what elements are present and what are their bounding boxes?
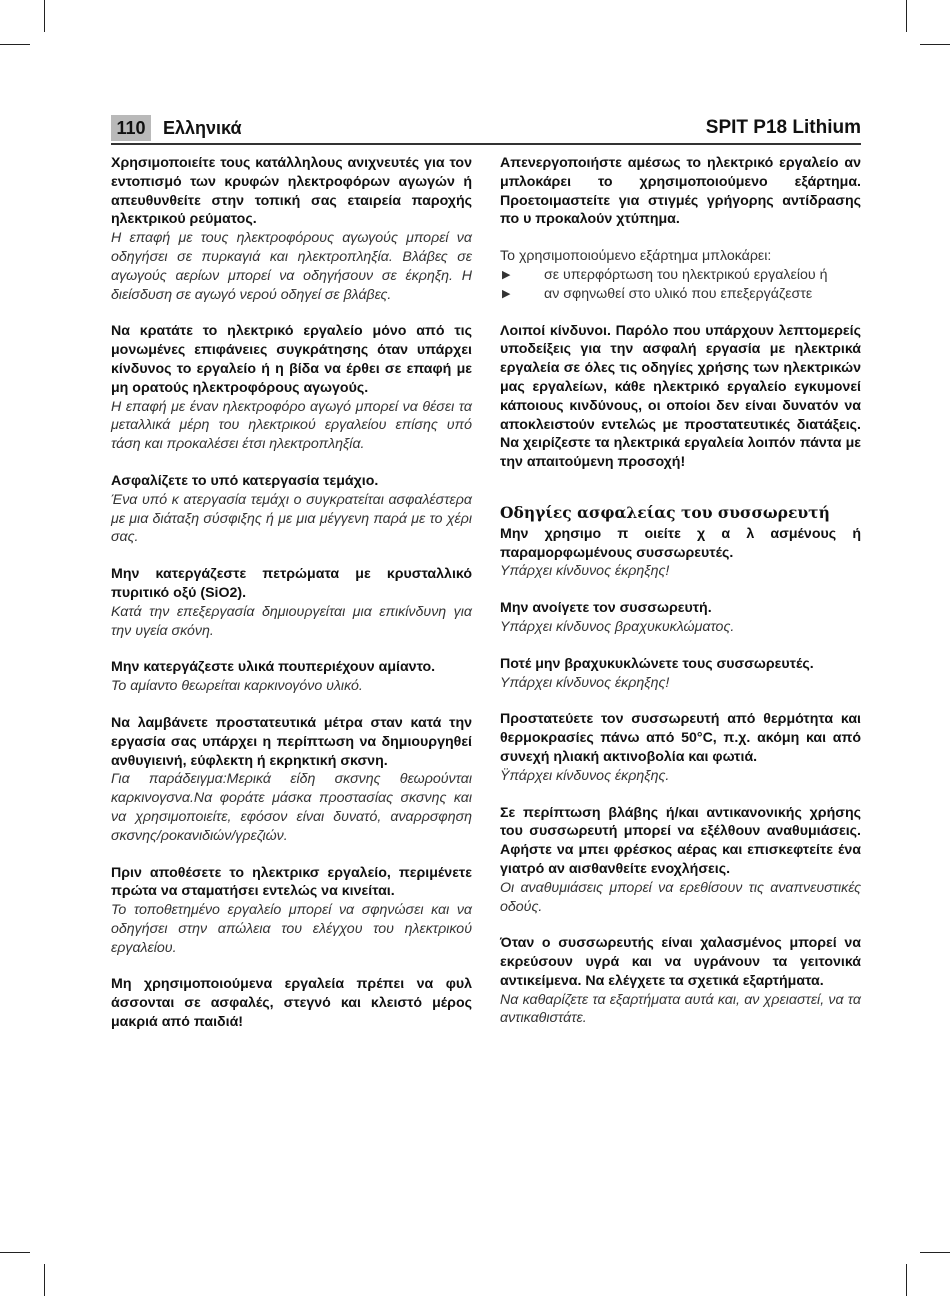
crop-mark <box>0 1252 30 1253</box>
kickback-warning-text: Απενεργοποιήστε αμέσως το ηλεκτρικό εργαλείο αν μπλοκάρει το χρησιμοποιούμενο εξάρτημα. Προετοιμαστείτε για στιγμές γρήγορης αντίδρασης πο υ προκαλούν χτύπημα. <box>500 155 861 228</box>
safety-item-text: Οι αναθυμιάσεις μπορεί να ερεθίσουν τις αναπνευστικές οδούς. <box>500 879 861 915</box>
left-column <box>111 154 472 1050</box>
list-item-text: αν σφηνωθεί στο υλικό που επεξεργάζεστε <box>544 285 813 302</box>
safety-item-text: Να καθαρίζετε τα εξαρτήματα αυτά και, αν χρειαστεί, να τα αντικαθιστάτε. <box>500 991 861 1027</box>
safety-item-text: Για παράδειγμα:Μερικά είδη σκσνης θεωρούνται καρκινογσνα.Να φοράτε μάσκα προστασίας σκσνης και να χρησιμοποιείτε, εφόσον είναι δυνατό, αναρρσφηση σκσνης/ροκανιδιών/γρεζιών. <box>111 771 472 844</box>
safety-item <box>111 975 472 1031</box>
safety-item-text: Κατά την επεξεργασία δημιουργείται μια επικίνδυνη για την υγεία σκόνη. <box>111 603 472 639</box>
kickback-warning <box>500 154 861 229</box>
safety-item-text: Το αμίαντο θεωρείται καρκινογόνο υλικό. <box>111 678 363 695</box>
blocking-causes <box>500 247 861 303</box>
crop-mark <box>906 0 907 32</box>
safety-item-title: Πριν αποθέσετε το ηλεκτρικσ εργαλείο, περιμένετε πρώτα να σταματήσει εντελώς να κινείται. <box>111 864 472 900</box>
safety-item-text: Υπάρχει κίνδυνος βραχυκυκλώματος. <box>500 618 735 635</box>
triangle-bullet-icon: ▶ <box>502 287 511 300</box>
safety-item <box>500 599 861 637</box>
safety-item-title: Να λαμβάνετε προστατευτικά μέτρα σταν κατά την εργασία σας υπάρχει η περίπτωση να δημιουργηθεί ανθυγιεινή, εύφλεκτη ή εκρηκτική σκσνη. <box>111 714 472 769</box>
safety-item <box>111 864 472 958</box>
right-column <box>500 154 861 1046</box>
safety-item <box>500 655 861 693</box>
residual-risks <box>500 322 861 472</box>
safety-item <box>111 714 472 846</box>
safety-item-title: Μην κατεργάζεστε υλικά πουπεριέχουν αμίαντο. <box>111 659 436 676</box>
page-header <box>111 114 861 142</box>
safety-item-title: Μην ανοίγετε τον συσσωρευτή. <box>500 600 712 617</box>
safety-item-text: Η επαφή με έναν ηλεκτροφόρο αγωγό μπορεί να θέσει τα μεταλλικά μέρη του ηλεκτρικού εργαλείου επίσης υπό τάση και προκαλέσει έτσι ηλεκτροπληξία. <box>111 398 472 453</box>
safety-item-title: Μην κατεργάζεστε πετρώματα με κρυσταλλικό πυριτικό οξύ (SiO2). <box>111 566 472 601</box>
safety-item <box>500 525 861 581</box>
safety-item <box>111 154 472 304</box>
blocking-causes-list <box>500 266 861 304</box>
safety-item <box>111 322 472 454</box>
header-rule <box>111 143 861 145</box>
safety-item-text: Ϋπάρχει κίνδυνος έκρηξης. <box>500 767 670 784</box>
safety-item-title: Να κρατάτε το ηλεκτρικό εργαλείο μόνο από τις μονωμένες επιφάνειες συγκράτησης όταν υπάρχει κίνδυνος το εργαλείο ή η βίδα να έρθει σε επαφή με μη ορατούς ηλεκτροφόρους αγωγούς. <box>111 323 472 396</box>
safety-item <box>111 565 472 640</box>
safety-item <box>111 658 472 696</box>
safety-item-title: Όταν ο συσσωρευτής είναι χαλασμένος μπορεί να εκρεύσουν υγρά και να υγράνουν τα γειτονικά αντικείμενα. Να ελέγχετε τα σχετικά εξαρτήματα. <box>500 935 861 989</box>
safety-item <box>500 804 861 917</box>
triangle-bullet-icon: ▶ <box>502 268 511 281</box>
safety-item-text: Η επαφή με τους ηλεκτροφόρους αγωγούς μπορεί να οδηγήσει σε πυρκαγιά και ηλεκτροπληξία. Βλάβες σε αγωγούς αερίων μπορεί να οδηγήσουν σε έκρηξη. Η διείσδυση σε αγωγό νερού οδηγεί σε βλάβες. <box>111 230 472 303</box>
language-label: Ελληνικά <box>163 118 242 138</box>
crop-mark <box>920 1252 950 1253</box>
safety-item-text: Ένα υπό κ ατεργασία τεμάχι ο συγκρατείται ασφαλέστερα με μια διάταξη σύσφιξης ή με μια μέγγενη παρά με το χέρι σας. <box>111 491 472 546</box>
safety-item-title: Προστατεύετε τον συσσωρευτή από θερμότητα και θερμοκρασίες πάνω από 50°C, π.χ. ακόμη και από συνεχή ηλιακή ακτινοβολία και φωτιά. <box>500 711 861 765</box>
list-item <box>500 266 861 285</box>
safety-item-title: Μην χρησιμο π οιείτε χ α λ ασμένους ή παραμορφωμένους συσσωρευτές. <box>500 525 861 561</box>
safety-item-title: Σε περίπτωση βλάβης ή/και αντικανονικής χρήσης του συσσωρευτή μπορεί να εξέλθουν αναθυμιάσεις. Αφήστε να μπει φρέσκος αέρας και επισκεφτείτε ένα γιατρό αν αισθανθείτε ενοχλήσεις. <box>500 804 861 877</box>
crop-mark <box>920 44 950 45</box>
blocking-causes-intro: Το χρησιμοποιούμενο εξάρτημα μπλοκάρει: <box>500 248 772 265</box>
list-item-text: σε υπερφόρτωση του ηλεκτρικού εργαλείου ή <box>544 266 828 283</box>
battery-section-heading: Οδηγίες ασφαλείας του συσσωρευτή <box>500 502 830 522</box>
safety-item-title: Χρησιμοποιείτε τους κατάλληλους ανιχνευτές για τον εντοπισμό των κρυφών ηλεκτροφόρων αγωγών ή απευθυνθείτε στην τοπική σας εταιρεία παροχής ηλεκτρικού ρεύματος. <box>111 155 472 228</box>
safety-item-title: Ποτέ μην βραχυκυκλώνετε τους συσσωρευτές. <box>500 655 814 672</box>
safety-item <box>500 934 861 1028</box>
crop-mark <box>44 0 45 32</box>
safety-item-text: Το τοποθετημένο εργαλείο μπορεί να σφηνώσει και να οδηγήσει στην απώλεια του ελέγχου του ηλεκτρικού εργαλείου. <box>111 902 472 956</box>
safety-item-text: Υπάρχει κίνδυνος έκρηξης! <box>500 674 670 691</box>
page-number: 110 <box>111 115 151 141</box>
crop-mark <box>44 1264 45 1296</box>
safety-item-title: Μη χρησιμοποιούμενα εργαλεία πρέπει να φυλ άσσονται σε ασφαλές, στεγνό και κλειστό μέρος μακριά από παιδιά! <box>111 976 472 1031</box>
list-item <box>500 285 861 304</box>
crop-mark <box>906 1264 907 1296</box>
product-name: SPIT P18 Lithium <box>705 117 861 138</box>
crop-mark <box>0 44 30 45</box>
safety-item-title: Ασφαλίζετε το υπό κατεργασία τεμάχιο. <box>111 472 379 489</box>
residual-risks-text: Λοιποί κίνδυνοι. Παρόλο που υπάρχουν λεπτομερείς υποδείξεις για την ασφαλή εργασία με ηλεκτρικά εργαλεία σε όλες τις οδηγίες χρήσης των ηλεκτρικών μας εργαλείων, κάθε ηλεκτρικό εργαλείο εγκυμονεί κάποιους κινδύνους, οι οποίοι δεν είναι δυνατόν να αποκλειστούν εντελώς με προστατευτικές διατάξεις. Να χειρίζεστε τα ηλεκτρικά εργαλεία λοιπόν πάντα με την απαιτούμενη προσοχή! <box>500 322 861 471</box>
safety-item <box>500 710 861 785</box>
safety-item-text: Υπάρχει κίνδυνος έκρηξης! <box>500 563 670 580</box>
safety-item <box>111 472 472 547</box>
